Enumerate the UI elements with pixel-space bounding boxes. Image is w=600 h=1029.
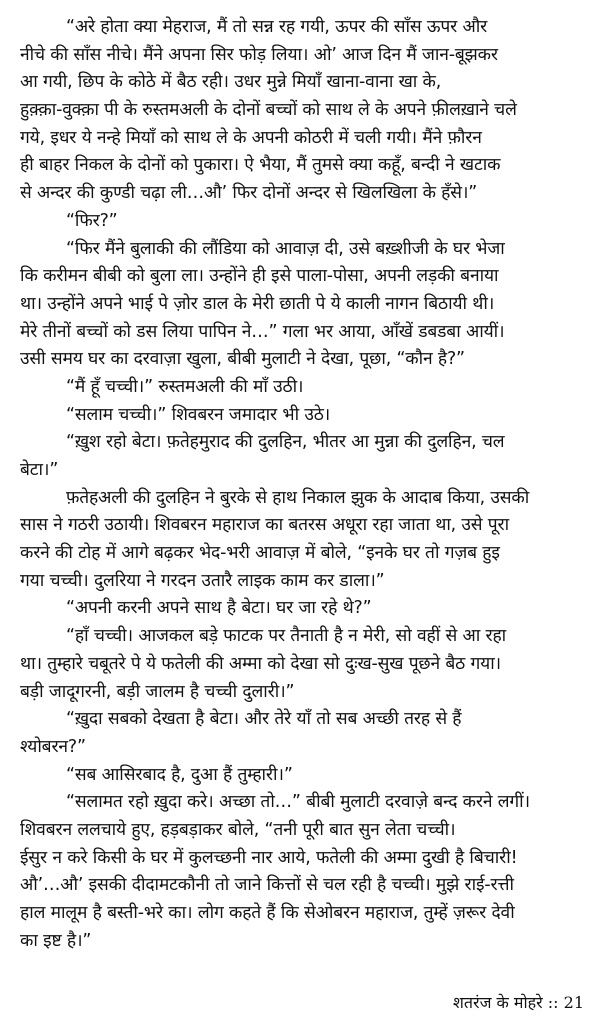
text-line: मेरे तीनों बच्चों को डस लिया पापिन ने…” गला भर आया, आँखें डबडबा आयीं। bbox=[20, 321, 505, 342]
text-line: “मैं हूँ चच्ची।” रुस्तमअली की माँ उठी। bbox=[66, 376, 304, 397]
text-line: “हाँ चच्ची। आजकल बड़े फाटक पर तैनाती है न मेरी, सो वहीं से आ रहा bbox=[66, 626, 507, 647]
text-line: गया चच्ची। दुलरिया ने गरदन उतारै लाइक काम कर डाला।” bbox=[20, 570, 385, 591]
text-line: ईसुर न करे किसी के घर में कुलच्छनी नार आये, फतेली की अम्मा दुखी है बिचारी! bbox=[20, 847, 518, 868]
page-number: 21 bbox=[563, 993, 584, 1012]
text-line: “सलामत रहो ख़ुदा करे। अच्छा तो…” बीबी मुलाटी दरवाज़े बन्द करने लगीं। bbox=[66, 792, 530, 813]
text-line: “अरे होता क्या मेहराज, मैं तो सन्न रह गयी, ऊपर की साँस ऊपर और bbox=[66, 17, 488, 37]
text-line: “फिर मैंने बुलाकी की लौंडिया को आवाज़ दी, उसे बख़्शीजी के घर भेजा bbox=[66, 238, 505, 259]
text-line: का इष्ट है।” bbox=[20, 930, 92, 951]
text-line: था। उन्होंने अपने भाई पे ज़ोर डाल के मेरी छाती पे ये काली नागन बिठायी थी। bbox=[20, 293, 495, 314]
text-line: कि करीमन बीबी को बुला ला। उन्होंने ही इसे पाला-पोसा, अपनी लड़की बनाया bbox=[20, 266, 499, 287]
text-line: सास ने गठरी उठायी। शिवबरन महाराज का बतरस अधूरा रहा जाता था, उसे पूरा bbox=[20, 515, 509, 536]
text-line: “फिर?” bbox=[66, 210, 118, 231]
text-line: आ गयी, छिप के कोठे में बैठ रही। उधर मुन्ने मियाँ खाना-वाना खा के, bbox=[20, 72, 442, 93]
text-line: “सब आसिरबाद है, दुआ हैं तुम्हारी।” bbox=[66, 764, 293, 785]
text-line: बड़ी जादूगरनी, बड़ी जालम है चच्ची दुलारी।” bbox=[20, 681, 295, 702]
footer-separator: :: bbox=[547, 993, 559, 1012]
text-line: शिवबरन ललचाये हुए, हड़बड़ाकर बोले, “तनी पूरी बात सुन लेता चच्ची। bbox=[20, 819, 456, 840]
text-line: औ’…औ’ इसकी दीदामटकौनी तो जाने कित्तों से चल रही है चच्ची। मुझे राई-रत्ती bbox=[20, 875, 514, 896]
text-line: हाल मालूम है बस्ती-भरे का। लोग कहते हैं कि सेओबरन महाराज, तुम्हें ज़रूर देवी bbox=[20, 903, 515, 923]
text-line: “सलाम चच्ची।” शिवबरन जमादार भी उठे। bbox=[66, 404, 331, 425]
text-line: श्योबरन?” bbox=[20, 736, 86, 757]
text-line: नीचे की साँस नीचे। मैंने अपना सिर फोड़ लिया। ओ’ आज दिन मैं जान-बूझकर bbox=[20, 44, 498, 65]
page-footer bbox=[453, 992, 584, 1014]
text-line: फ़तेहअली की दुलहिन ने बुरके से हाथ निकाल झुक के आदाब किया, उसकी bbox=[66, 487, 530, 508]
body-text bbox=[20, 14, 586, 955]
text-line: बेटा।” bbox=[20, 460, 59, 480]
text-line: “अपनी करनी अपने साथ है बेटा। घर जा रहे थे?” bbox=[66, 598, 372, 619]
text-line: हुक़्क़ा-वुक्क़ा पी के रुस्तमअली के दोनों बच्चों को साथ ले के अपने फ़ीलख़ाने चले bbox=[20, 100, 517, 121]
text-line: “ख़ुदा सबको देखता है बेटा। और तेरे याँ तो सब अच्छी तरह से हैं bbox=[66, 709, 462, 730]
running-title: शतरंज के मोहरे bbox=[453, 993, 543, 1012]
text-line: करने की टोह में आगे बढ़कर भेद-भरी आवाज़ में बोले, “इनके घर तो गज़ब हुइ bbox=[20, 543, 500, 564]
text-line: से अन्दर की कुण्डी चढ़ा ली…औ’ फिर दोनों अन्दर से खिलखिला के हँसे।” bbox=[20, 183, 478, 204]
text-line: गये, इधर ये नन्हे मियाँ को साथ ले के अपनी कोठरी में चली गयी। मैंने फ़ौरन bbox=[20, 127, 482, 148]
text-line: था। तुम्हारे चबूतरे पे ये फतेली की अम्मा को देखा सो दुःख-सुख पूछने बैठ गया। bbox=[20, 653, 501, 674]
text-line: उसी समय घर का दरवाज़ा खुला, बीबी मुलाटी ने देखा, पूछा, “कौन है?” bbox=[20, 349, 465, 370]
text-line: ही बाहर निकल के दोनों को पुकारा। ऐ भैया, मैं तुमसे क्या कहूँ, बन्दी ने खटाक bbox=[20, 155, 501, 176]
text-line: “ख़ुश रहो बेटा। फ़तेहमुराद की दुलहिन, भीतर आ मुन्ना की दुलहिन, चल bbox=[66, 432, 505, 453]
